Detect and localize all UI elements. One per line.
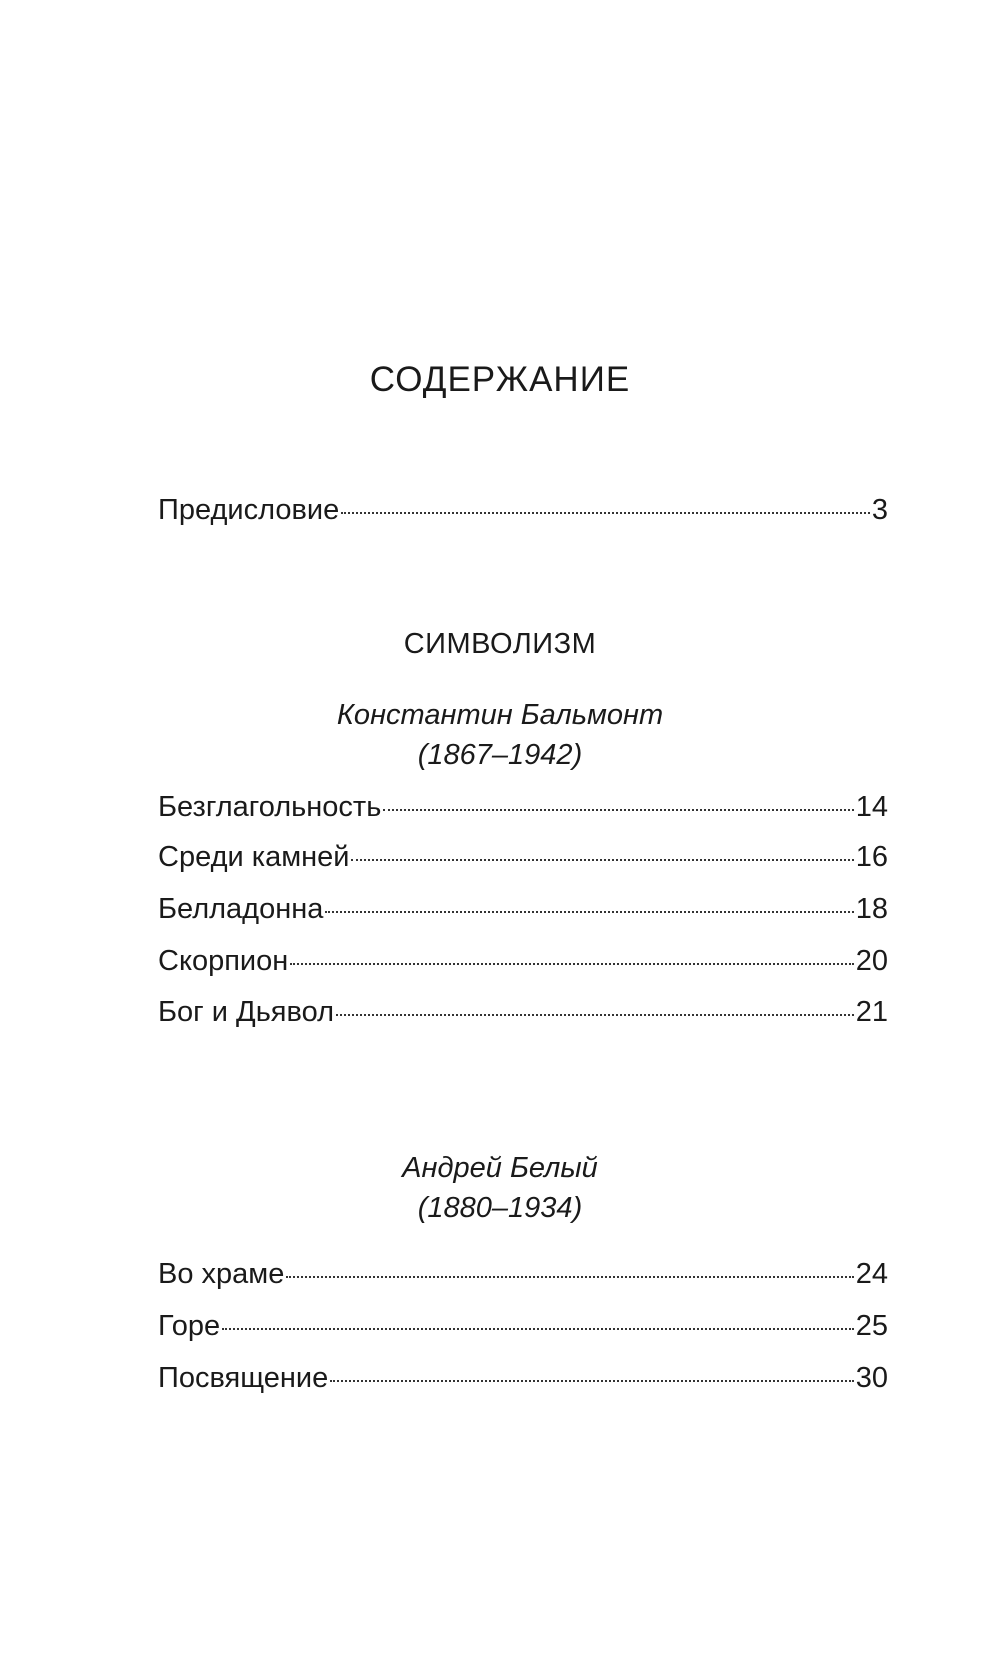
author-name: Андрей Белый — [402, 1152, 598, 1184]
toc-entry[interactable] — [158, 996, 888, 1032]
toc-entry[interactable] — [158, 841, 888, 877]
toc-entry-title: Горе — [158, 1310, 221, 1342]
toc-entry-title: Белладонна — [158, 893, 324, 925]
toc-entry-title: Безглагольность — [158, 791, 382, 823]
toc-entry-title: Во храме — [158, 1258, 285, 1290]
dot-leader — [325, 911, 853, 913]
dot-leader — [341, 512, 870, 514]
dot-leader — [290, 963, 853, 965]
toc-entry-title: Среди камней — [158, 841, 350, 873]
toc-entry-page: 21 — [855, 996, 888, 1028]
author-years: (1867–1942) — [417, 739, 583, 771]
toc-entry-page: 30 — [855, 1362, 888, 1394]
author-name: Константин Бальмонт — [336, 699, 664, 731]
author-heading — [0, 1148, 1000, 1228]
toc-entry-page: 25 — [855, 1310, 888, 1342]
toc-entry[interactable] — [158, 1310, 888, 1346]
page-title: СОДЕРЖАНИЕ — [369, 360, 631, 399]
toc-entry-preface[interactable] — [158, 494, 888, 530]
author-heading — [0, 695, 1000, 775]
toc-entry-page: 16 — [855, 841, 888, 873]
dot-leader — [222, 1328, 854, 1330]
toc-entry-page: 18 — [855, 893, 888, 925]
toc-entry-title: Предисловие — [158, 494, 340, 526]
toc-entry-page: 14 — [855, 791, 888, 823]
dot-leader — [330, 1380, 853, 1382]
toc-entry-title: Скорпион — [158, 945, 289, 977]
toc-entry-page: 24 — [855, 1258, 888, 1290]
toc-entry-title: Посвящение — [158, 1362, 329, 1394]
toc-entry-title: Бог и Дьявол — [158, 996, 334, 1028]
dot-leader — [336, 1014, 854, 1016]
author-years: (1880–1934) — [417, 1192, 583, 1224]
toc-entry[interactable] — [158, 1362, 888, 1398]
toc-entry[interactable] — [158, 893, 888, 929]
section-title: СИМВОЛИЗМ — [403, 628, 597, 660]
toc-entry[interactable] — [158, 791, 888, 827]
toc-entry-page: 20 — [855, 945, 888, 977]
dot-leader — [383, 809, 853, 811]
toc-entry-page: 3 — [871, 494, 888, 526]
toc-entry[interactable] — [158, 1258, 888, 1294]
dot-leader — [351, 859, 853, 861]
toc-entry[interactable] — [158, 945, 888, 981]
dot-leader — [286, 1276, 853, 1278]
